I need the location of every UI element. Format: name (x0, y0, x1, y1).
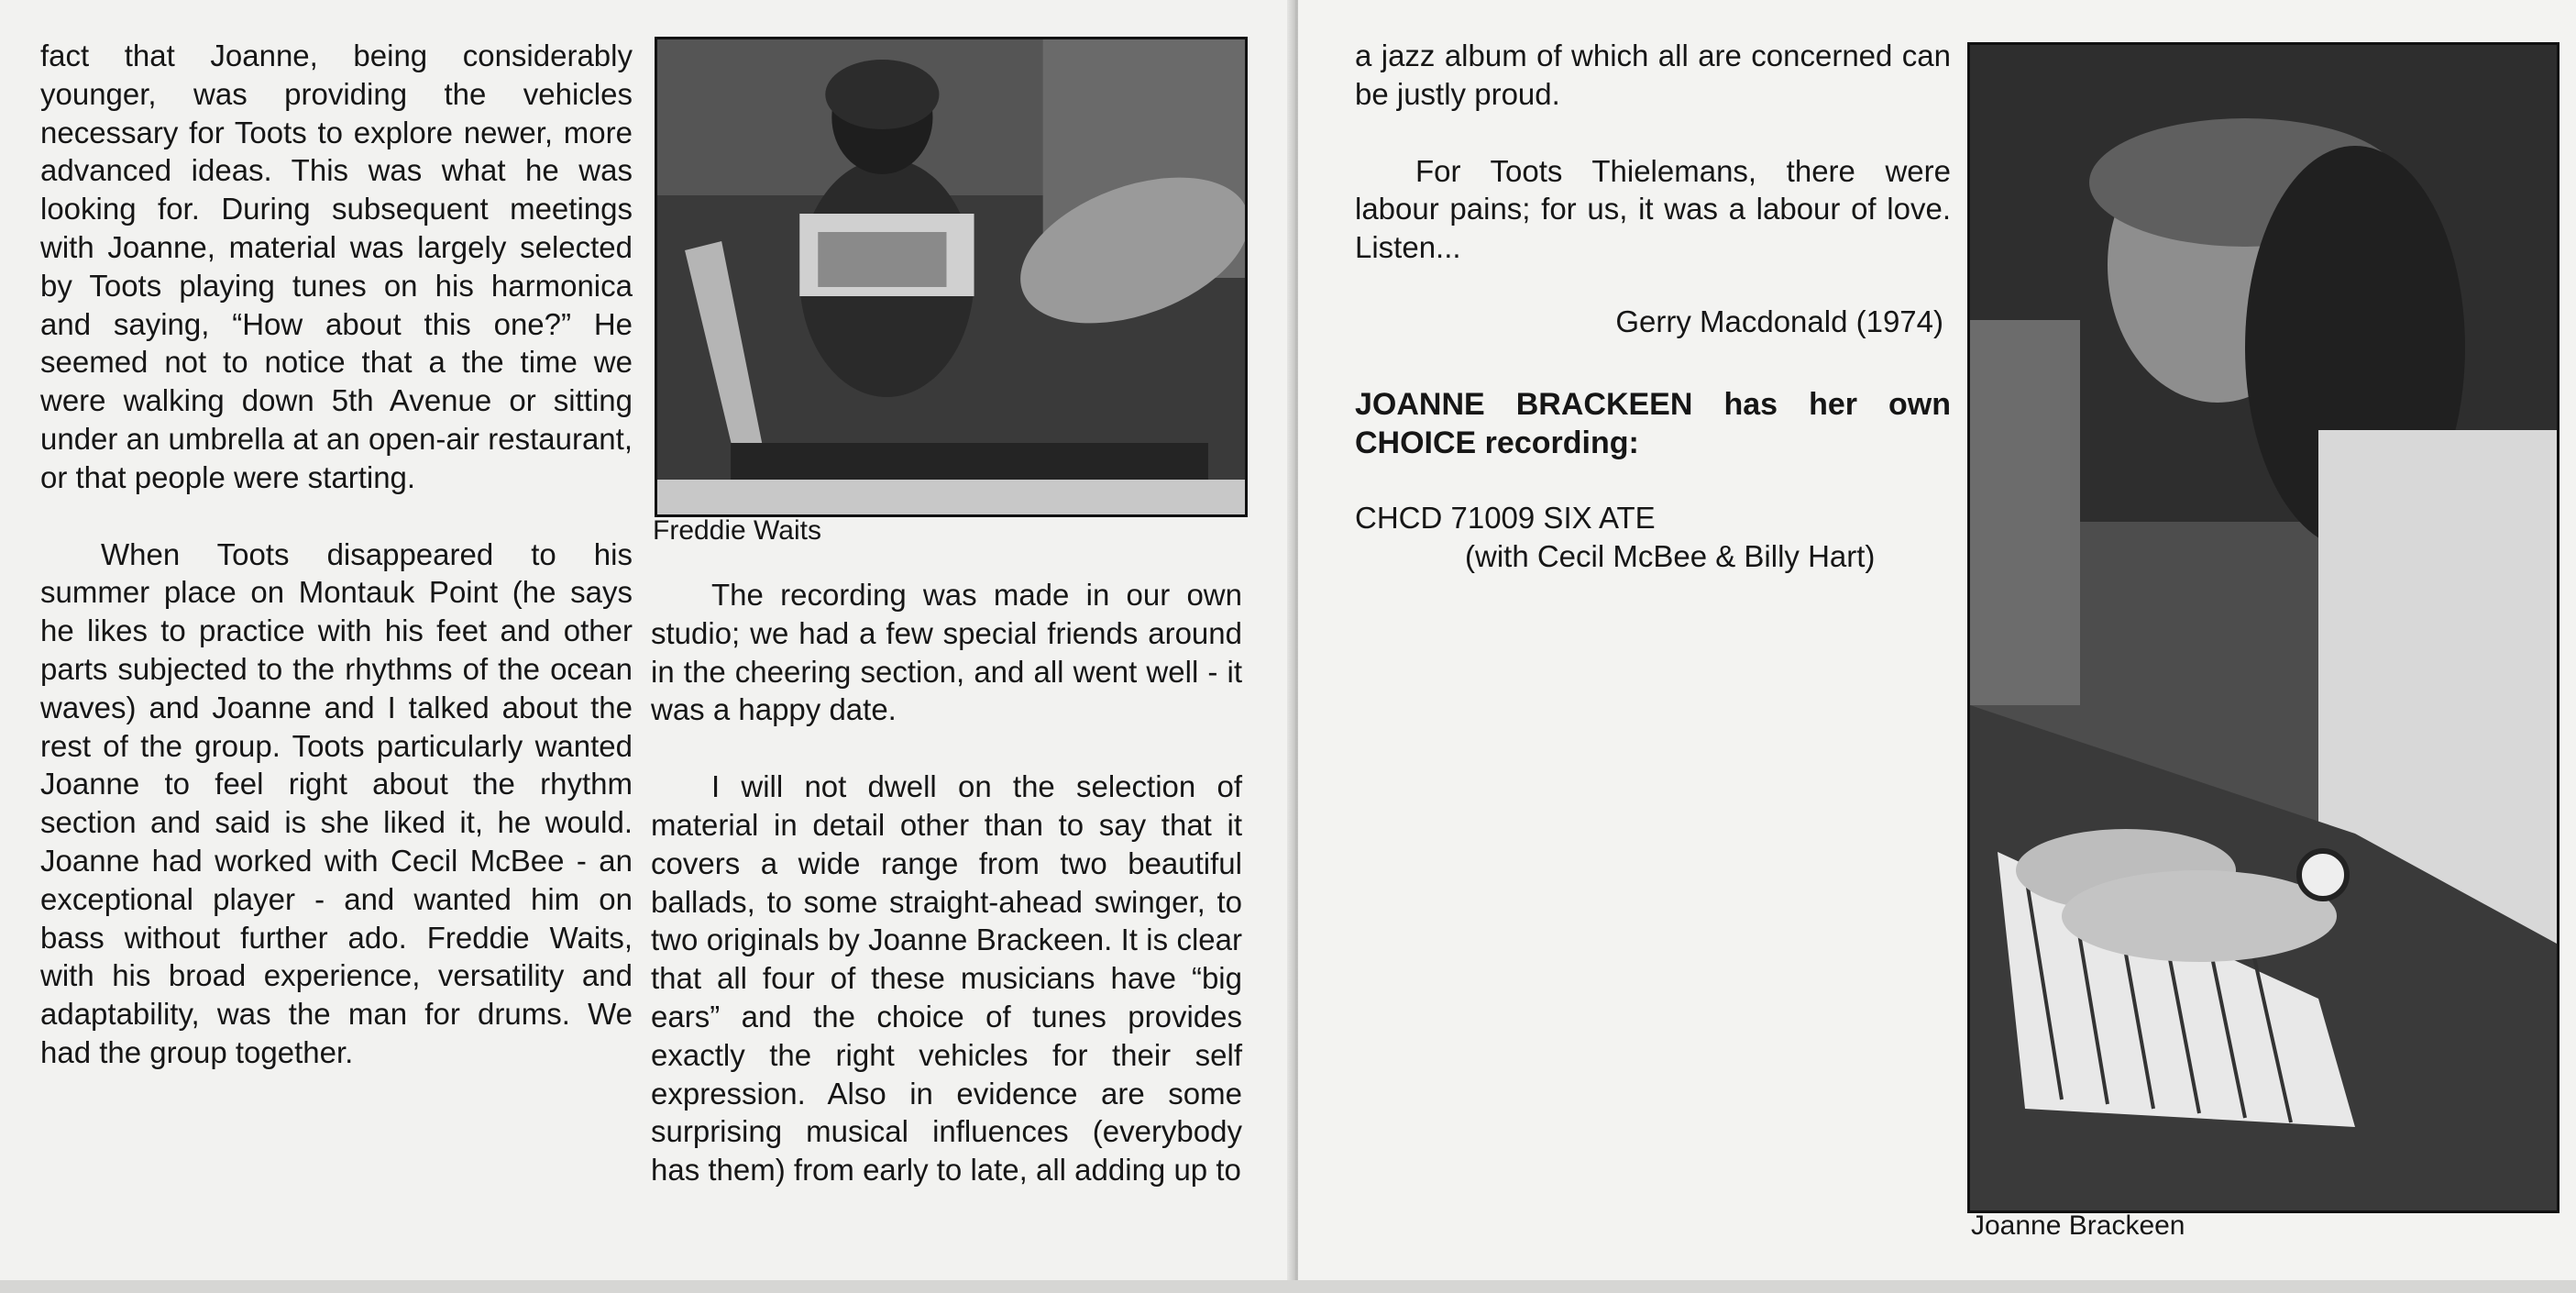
heading-line-2: CHOICE recording: (1355, 425, 1639, 460)
pianist-illustration (1970, 45, 2557, 1210)
drummer-illustration (657, 39, 1245, 514)
catalog-number: CHCD 71009 SIX ATE (1355, 501, 1656, 535)
catalog-entry (1355, 499, 1875, 576)
right-page (1298, 0, 2576, 1293)
right-column (1355, 37, 1951, 267)
freddie-waits-caption: Freddie Waits (653, 515, 821, 546)
paragraph: a jazz album of which all are concerned can be justly proud. (1355, 39, 1951, 111)
paragraph: The recording was made in our own studio; we had a few special friends around in the cheering section, and all went well - it was a happy date. (651, 578, 1242, 727)
left-column-1 (40, 37, 633, 1072)
paragraph: fact that Joanne, being considerably younger, was providing the vehicles necessary for Toots to explore newer, more advanced ideas. This was what he was looking for. During subsequent meetings with Joanne, material was largely selected by Toots playing tunes on his harmonica and saying, “How about this one?” He seemed not to notice that a the time we were walking down 5th Avenue or sitting under an umbrella at an open-air restaurant, or that people were starting. (40, 39, 633, 494)
recording-heading (1355, 385, 1951, 462)
paragraph: When Toots disappeared to his summer place on Montauk Point (he says he likes to practice with his feet and other parts subjected to the rhythms of the ocean waves) and Joanne and I talked about the rest of the group. Toots particularly wanted Joanne to feel right about the rhythm section and said is she liked it, he would. Joanne had worked with Cecil McBee - an exceptional player - and wanted him on bass without further ado. Freddie Waits, with his broad experience, versatility and adaptability, was the man for drums. We had the group together. (40, 536, 633, 1069)
freddie-waits-photo (655, 37, 1248, 517)
joanne-brackeen-photo (1967, 42, 2559, 1213)
heading-line-1: JOANNE BRACKEEN has her own (1355, 387, 1951, 422)
joanne-brackeen-caption: Joanne Brackeen (1971, 1210, 2185, 1241)
catalog-personnel: (with Cecil McBee & Billy Hart) (1465, 539, 1876, 573)
left-column-2 (651, 576, 1242, 1189)
booklet-bottom-edge (0, 1280, 2576, 1293)
paragraph: I will not dwell on the selection of material in detail other than to say that it covers a wide range from two beautiful ballads, to some straight-ahead swinger, to two originals by Joanne Brackeen. It is clear that all four of these musicians have “big ears” and the choice of tunes provides exactly the right vehicles for their self expression. Also in evidence are some surprising musical influences (everybody has them) from early to late, all adding up to (651, 769, 1242, 1188)
author-signature: Gerry Macdonald (1974) (1615, 304, 1943, 338)
paragraph: For Toots Thielemans, there were labour pains; for us, it was a labour of love. Listen... (1355, 153, 1951, 265)
